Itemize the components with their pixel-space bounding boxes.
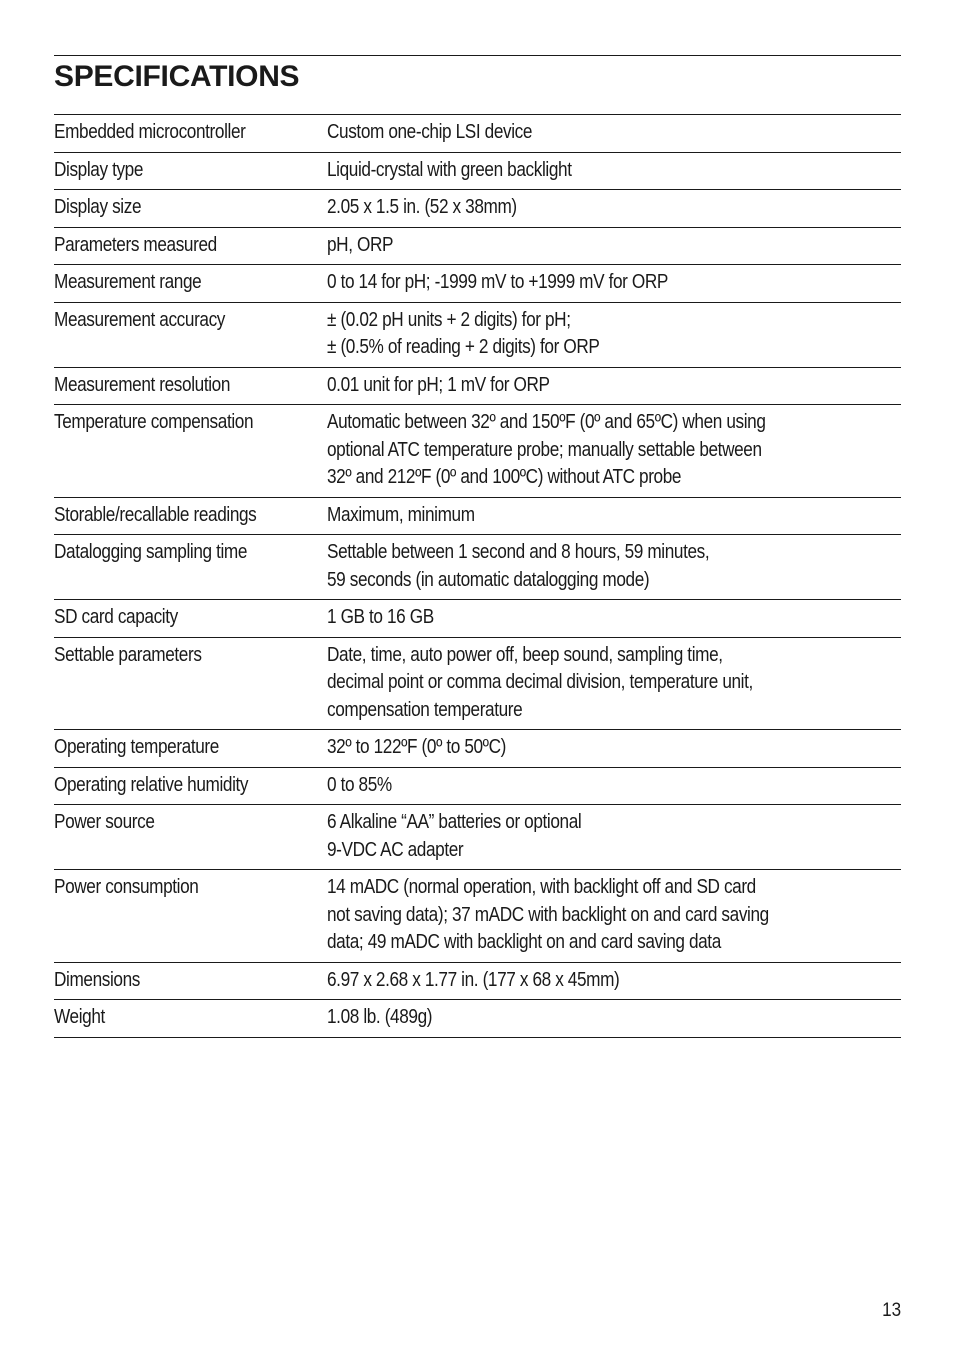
top-rule (54, 55, 901, 56)
spec-value-text: 2.05 x 1.5 in. (52 x 38mm) (327, 196, 517, 218)
spec-value (327, 962, 901, 1000)
specifications-table-body (54, 115, 901, 1038)
spec-label (54, 870, 327, 963)
spec-label-text: Operating temperature (54, 736, 219, 758)
spec-value-text: 0 to 85% (327, 773, 392, 796)
spec-value (327, 767, 901, 805)
table-row (54, 870, 901, 963)
spec-value-text: 1 GB to 16 GB (327, 606, 434, 628)
spec-label-text: Datalogging sampling time (54, 541, 248, 563)
spec-label (54, 265, 327, 303)
spec-value (327, 265, 901, 303)
spec-value (327, 227, 901, 265)
spec-value-text: 1.08 lb. (489g) (327, 1006, 433, 1028)
spec-label-text: SD card capacity (54, 606, 178, 628)
spec-label (54, 497, 327, 535)
spec-value (327, 535, 901, 600)
spec-value (327, 805, 901, 870)
table-row (54, 190, 901, 228)
table-row (54, 497, 901, 535)
spec-label (54, 600, 327, 638)
table-row (54, 152, 901, 190)
spec-value (327, 497, 901, 535)
spec-value-text: Date, time, auto power off, beep sound, sampling time, decimal point or comma decimal division, temperature unit, compensation temperature (327, 643, 753, 721)
table-row (54, 115, 901, 153)
spec-label-text: Temperature compensation (54, 411, 254, 433)
spec-value (327, 405, 901, 498)
table-row (54, 405, 901, 498)
spec-label (54, 115, 327, 153)
spec-label (54, 1000, 327, 1038)
table-row (54, 805, 901, 870)
spec-value (327, 152, 901, 190)
table-row (54, 730, 901, 768)
spec-label (54, 190, 327, 228)
spec-label-text: Settable parameters (54, 643, 202, 666)
table-row (54, 600, 901, 638)
spec-value (327, 730, 901, 768)
table-row (54, 265, 901, 303)
spec-value (327, 1000, 901, 1038)
spec-value-text: 0 to 14 for pH; -1999 mV to +1999 mV for ORP (327, 271, 669, 293)
spec-label-text: Parameters measured (54, 233, 217, 256)
page-title: SPECIFICATIONS (54, 60, 300, 93)
spec-label (54, 152, 327, 190)
spec-label-text: Operating relative humidity (54, 773, 249, 796)
spec-value-text: 6.97 x 2.68 x 1.77 in. (177 x 68 x 45mm) (327, 968, 620, 991)
spec-value-text: Settable between 1 second and 8 hours, 59 minutes, 59 seconds (in automatic datalogging mode) (327, 541, 710, 591)
spec-label-text: Measurement range (54, 271, 202, 293)
spec-label (54, 767, 327, 805)
spec-label-text: Power consumption (54, 876, 199, 898)
table-row (54, 1000, 901, 1038)
spec-label (54, 805, 327, 870)
spec-label-text: Embedded microcontroller (54, 121, 246, 143)
spec-label (54, 637, 327, 730)
table-row (54, 535, 901, 600)
spec-value (327, 870, 901, 963)
spec-value-text: 14 mADC (normal operation, with backlight off and SD card not saving data); 37 mADC with backlight on and card saving data; 49 mADC with backlight on and card saving data (327, 876, 769, 953)
spec-label-text: Dimensions (54, 968, 140, 991)
table-row (54, 367, 901, 405)
spec-label-text: Measurement accuracy (54, 308, 226, 331)
spec-label-text: Power source (54, 811, 155, 833)
spec-label (54, 302, 327, 367)
spec-label (54, 405, 327, 498)
spec-value (327, 600, 901, 638)
spec-label-text: Measurement resolution (54, 373, 231, 396)
spec-label-text: Display size (54, 196, 142, 218)
spec-value (327, 190, 901, 228)
spec-label-text: Display type (54, 158, 144, 181)
spec-value (327, 302, 901, 367)
specifications-table (54, 114, 901, 1038)
table-row (54, 767, 901, 805)
table-row (54, 637, 901, 730)
page-number: 13 (881, 1300, 901, 1321)
spec-label-text: Storable/recallable readings (54, 503, 257, 526)
spec-value-text: ± (0.02 pH units + 2 digits) for pH; ± (0.5% of reading + 2 digits) for ORP (327, 308, 600, 358)
spec-value-text: 32º to 122ºF (0º to 50ºC) (327, 736, 506, 758)
spec-label (54, 535, 327, 600)
spec-value-text: Automatic between 32º and 150ºF (0º and 65ºC) when using optional ATC temperature probe; manually settable between 32º and 212ºF (0º and 100ºC) without ATC probe (327, 411, 766, 488)
spec-value (327, 115, 901, 153)
spec-value (327, 637, 901, 730)
table-row (54, 962, 901, 1000)
spec-value (327, 367, 901, 405)
spec-value-text: Maximum, minimum (327, 503, 475, 526)
spec-value-text: 6 Alkaline “AA” batteries or optional 9-VDC AC adapter (327, 811, 582, 861)
spec-label (54, 962, 327, 1000)
table-row (54, 302, 901, 367)
spec-value-text: 0.01 unit for pH; 1 mV for ORP (327, 373, 550, 396)
spec-label-text: Weight (54, 1006, 105, 1028)
spec-value-text: Custom one-chip LSI device (327, 121, 533, 143)
spec-label (54, 367, 327, 405)
spec-label (54, 730, 327, 768)
spec-value-text: Liquid-crystal with green backlight (327, 158, 572, 181)
spec-value-text: pH, ORP (327, 233, 394, 256)
table-row (54, 227, 901, 265)
spec-label (54, 227, 327, 265)
